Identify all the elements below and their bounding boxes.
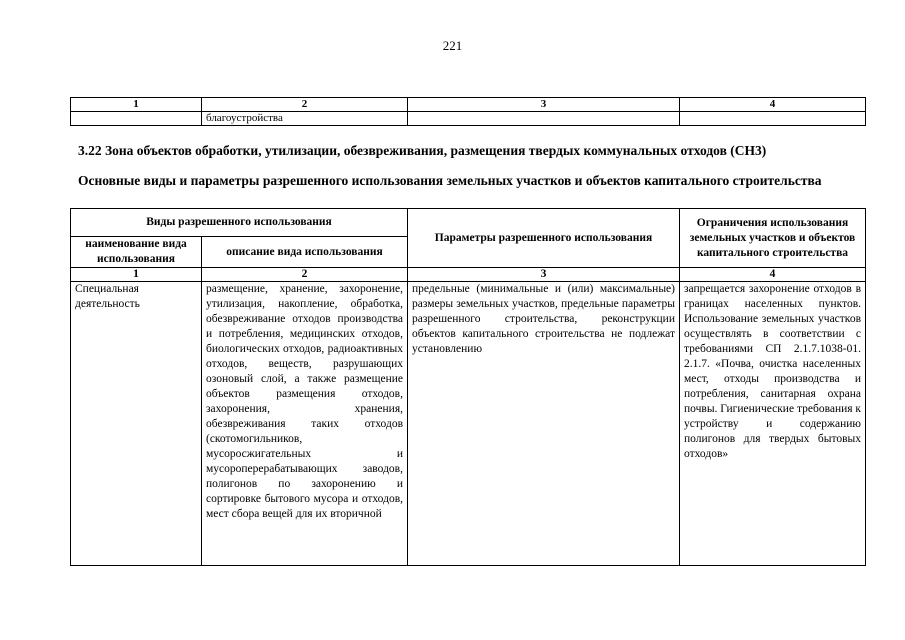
col-number-3: 3 [408,98,680,112]
col-number-3: 3 [408,268,680,282]
limits-cell: запрещается захоронение отходов в границах населенных пунктов. Использование земельных участков осуществлять в соответствии с требованиями СП 2.1.7.1038-01. 2.1.7. «Почва, очистка населенных мест, отходы производства и потребления, санитарная охрана почвы. Гигиенические требования к устройству и содержанию полигонов для твердых бытовых отходов» [680,282,866,566]
top-table [70,97,866,126]
section-title: 3.22 Зона объектов обработки, утилизации, обезвреживания, размещения твердых коммунальных отходов (СН3) [78,143,767,158]
header-params: Параметры разрешенного использования [408,209,680,268]
col-number-1: 1 [71,268,202,282]
table-cell [408,112,680,126]
table-cell: благоустройства [202,112,408,126]
col-number-4: 4 [680,98,866,112]
page-number: 221 [442,38,463,53]
header-limits: Ограничения использования земельных участков и объектов капитального строительства [680,209,866,268]
top-table-number-row [71,98,866,112]
main-table [70,208,866,566]
header-name: наименование вида использования [71,237,202,268]
table-row [71,112,866,126]
col-number-1: 1 [71,98,202,112]
col-number-4: 4 [680,268,866,282]
use-description-cell: размещение, хранение, захоронение, утилизация, накопление, обработка, обезвреживание отходов производства и потребления, медицинских отходов, биологических отходов, радиоактивных отходов, веществ, разрушающих озоновый слой, а также размещение объектов размещения отходов, захоронения, хранения, обезвреживания таких отходов (скотомогильников, мусоросжигательных и мусороперерабатывающих заводов, полигонов по захоронению и сортировке бытового мусора и отходов, мест сбора вещей для их вторичной [202,282,408,566]
table-cell [680,112,866,126]
table-row [71,282,866,566]
header-desc: описание вида использования [202,237,408,268]
table-cell [71,112,202,126]
header-group: Виды разрешенного использования [71,209,408,237]
col-number-2: 2 [202,268,408,282]
section-subtitle: Основные виды и параметры разрешенного использования земельных участков и объектов капитального строительства [78,173,822,188]
params-cell: предельные (минимальные и (или) максимальные) размеры земельных участков, предельные параметры разрешенного строительства, реконструкции объектов капитального строительства не подлежат установлению [408,282,680,566]
col-number-2: 2 [202,98,408,112]
column-number-row [71,268,866,282]
use-name-cell: Специальная деятельность [71,282,202,566]
